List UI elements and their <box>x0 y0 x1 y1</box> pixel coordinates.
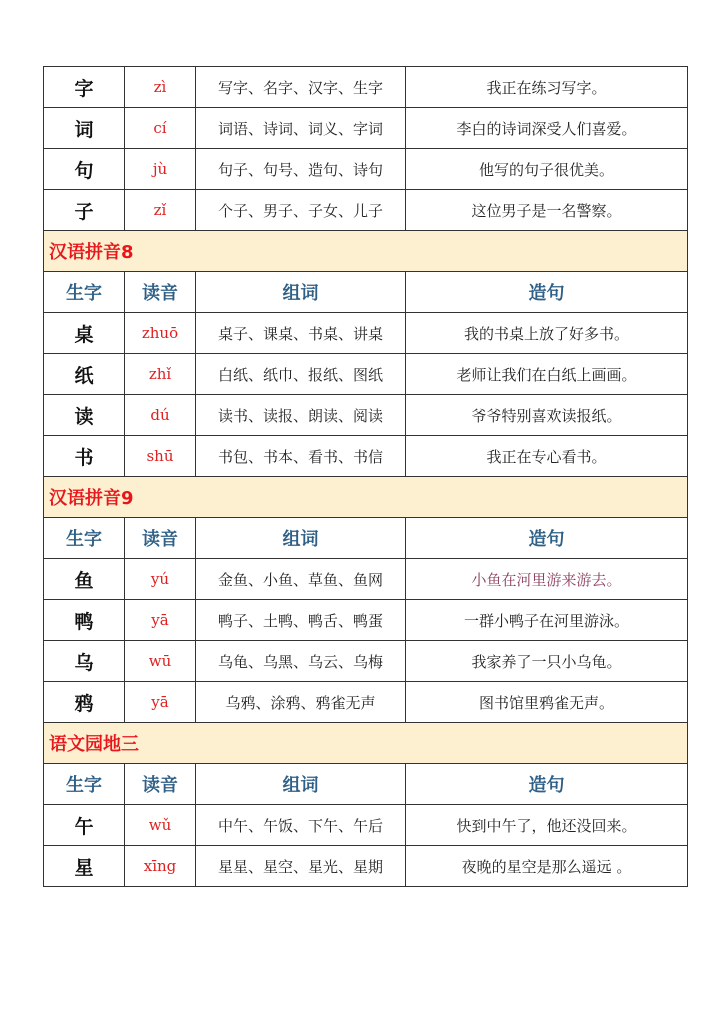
table-row <box>44 149 688 190</box>
sentence-cell: 我正在练习写字。 <box>406 67 688 108</box>
column-header-row <box>44 518 688 559</box>
table-row <box>44 354 688 395</box>
character-cell: 句 <box>44 149 125 190</box>
sentence-cell: 他写的句子很优美。 <box>406 149 688 190</box>
header-char: 生字 <box>44 764 125 805</box>
words-cell: 星星、星空、星光、星期 <box>196 846 406 887</box>
pinyin-cell: dú <box>125 395 196 436</box>
words-cell: 中午、午饭、下午、午后 <box>196 805 406 846</box>
header-char: 生字 <box>44 518 125 559</box>
sentence-cell: 我家养了一只小乌龟。 <box>406 641 688 682</box>
sentence-cell: 图书馆里鸦雀无声。 <box>406 682 688 723</box>
table-row <box>44 108 688 149</box>
pinyin-cell: yā <box>125 600 196 641</box>
table-row <box>44 846 688 887</box>
column-header-row <box>44 764 688 805</box>
character-cell: 书 <box>44 436 125 477</box>
words-cell: 乌鸦、涂鸦、鸦雀无声 <box>196 682 406 723</box>
header-sentence: 造句 <box>406 272 688 313</box>
header-pinyin: 读音 <box>125 764 196 805</box>
table-row <box>44 436 688 477</box>
character-cell: 字 <box>44 67 125 108</box>
column-header-row <box>44 272 688 313</box>
character-cell: 词 <box>44 108 125 149</box>
character-cell: 鸦 <box>44 682 125 723</box>
words-cell: 金鱼、小鱼、草鱼、鱼网 <box>196 559 406 600</box>
character-cell: 桌 <box>44 313 125 354</box>
words-cell: 词语、诗词、词义、字词 <box>196 108 406 149</box>
table-row <box>44 395 688 436</box>
pinyin-cell: xīng <box>125 846 196 887</box>
pinyin-cell: zhuō <box>125 313 196 354</box>
vocabulary-table-body <box>44 67 688 887</box>
sentence-cell: 夜晚的星空是那么遥远 。 <box>406 846 688 887</box>
pinyin-cell: zì <box>125 67 196 108</box>
header-pinyin: 读音 <box>125 518 196 559</box>
words-cell: 乌龟、乌黑、乌云、乌梅 <box>196 641 406 682</box>
header-words: 组词 <box>196 272 406 313</box>
header-sentence: 造句 <box>406 518 688 559</box>
pinyin-cell: wū <box>125 641 196 682</box>
header-char: 生字 <box>44 272 125 313</box>
pinyin-cell: shū <box>125 436 196 477</box>
pinyin-cell: wǔ <box>125 805 196 846</box>
sentence-cell: 爷爷特别喜欢读报纸。 <box>406 395 688 436</box>
sentence-cell: 李白的诗词深受人们喜爱。 <box>406 108 688 149</box>
section-title: 语文园地三 <box>44 723 688 764</box>
pinyin-cell: yā <box>125 682 196 723</box>
section-title: 汉语拼音8 <box>44 231 688 272</box>
table-row <box>44 682 688 723</box>
sentence-cell: 小鱼在河里游来游去。 <box>406 559 688 600</box>
table-row <box>44 559 688 600</box>
words-cell: 句子、句号、造句、诗句 <box>196 149 406 190</box>
table-row <box>44 190 688 231</box>
words-cell: 书包、书本、看书、书信 <box>196 436 406 477</box>
words-cell: 鸭子、土鸭、鸭舌、鸭蛋 <box>196 600 406 641</box>
words-cell: 白纸、纸巾、报纸、图纸 <box>196 354 406 395</box>
pinyin-cell: jù <box>125 149 196 190</box>
pinyin-cell: zǐ <box>125 190 196 231</box>
words-cell: 个子、男子、子女、儿子 <box>196 190 406 231</box>
sentence-cell: 我的书桌上放了好多书。 <box>406 313 688 354</box>
sentence-cell: 这位男子是一名警察。 <box>406 190 688 231</box>
vocabulary-table <box>43 66 688 887</box>
table-row <box>44 641 688 682</box>
character-cell: 星 <box>44 846 125 887</box>
table-row <box>44 67 688 108</box>
sentence-cell: 快到中午了，他还没回来。 <box>406 805 688 846</box>
header-words: 组词 <box>196 518 406 559</box>
section-title: 汉语拼音9 <box>44 477 688 518</box>
words-cell: 写字、名字、汉字、生字 <box>196 67 406 108</box>
header-words: 组词 <box>196 764 406 805</box>
table-row <box>44 600 688 641</box>
pinyin-cell: cí <box>125 108 196 149</box>
section-title-row <box>44 477 688 518</box>
sentence-cell: 老师让我们在白纸上画画。 <box>406 354 688 395</box>
sentence-cell: 我正在专心看书。 <box>406 436 688 477</box>
pinyin-cell: zhǐ <box>125 354 196 395</box>
character-cell: 读 <box>44 395 125 436</box>
pinyin-cell: yú <box>125 559 196 600</box>
words-cell: 读书、读报、朗读、阅读 <box>196 395 406 436</box>
table-row <box>44 313 688 354</box>
header-pinyin: 读音 <box>125 272 196 313</box>
character-cell: 乌 <box>44 641 125 682</box>
words-cell: 桌子、课桌、书桌、讲桌 <box>196 313 406 354</box>
section-title-row <box>44 723 688 764</box>
table-row <box>44 805 688 846</box>
section-title-row <box>44 231 688 272</box>
sentence-cell: 一群小鸭子在河里游泳。 <box>406 600 688 641</box>
character-cell: 鱼 <box>44 559 125 600</box>
character-cell: 纸 <box>44 354 125 395</box>
header-sentence: 造句 <box>406 764 688 805</box>
character-cell: 午 <box>44 805 125 846</box>
character-cell: 鸭 <box>44 600 125 641</box>
character-cell: 子 <box>44 190 125 231</box>
